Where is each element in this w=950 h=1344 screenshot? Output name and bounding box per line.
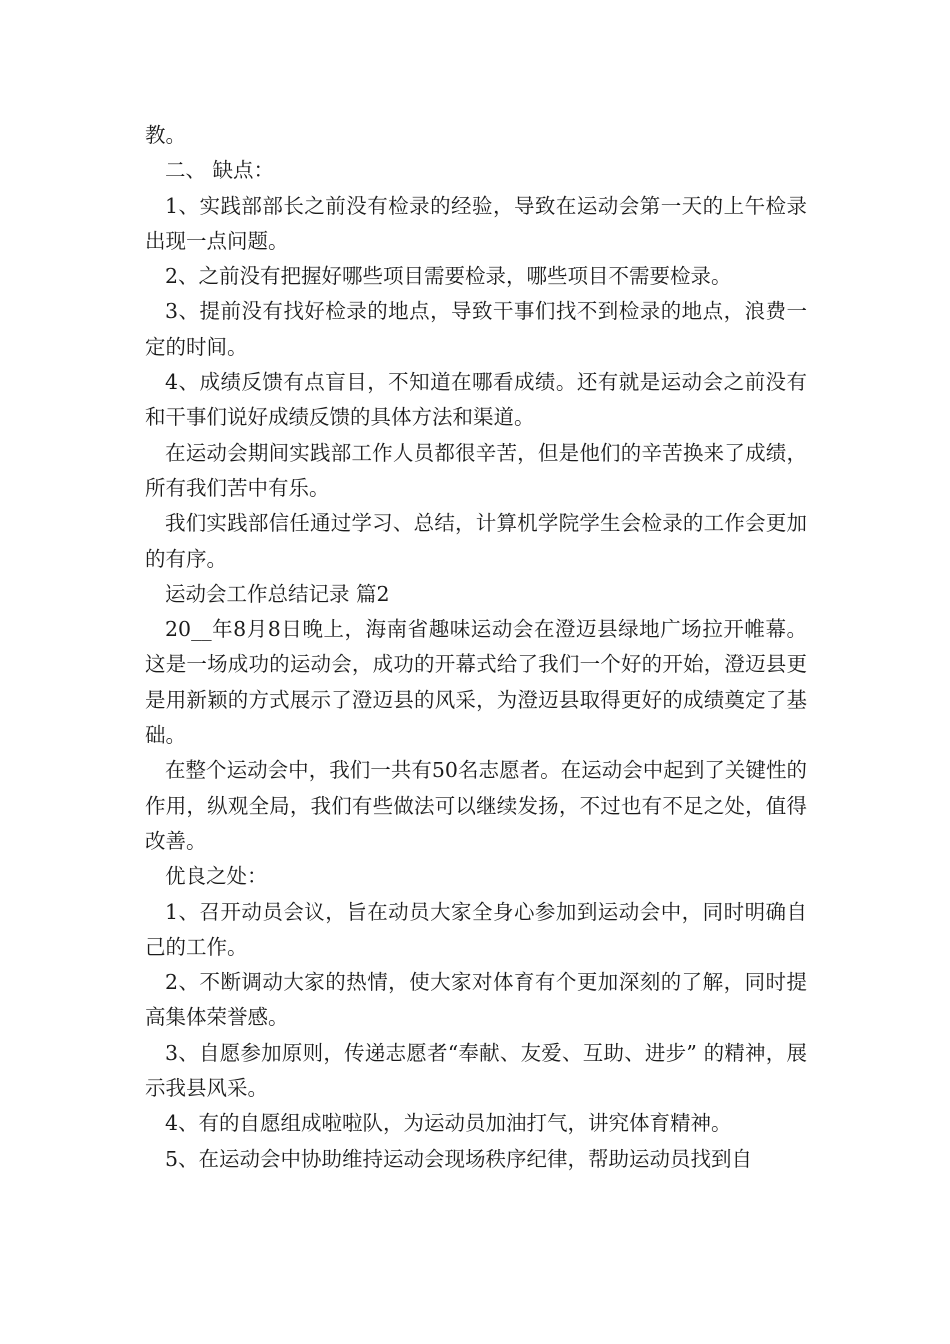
paragraph-continuation: 教。 — [145, 123, 186, 147]
list-item: 1、召开动员会议，旨在动员大家全身心参加到运动会中，同时明确自己的工作。 — [145, 899, 807, 959]
article-title: 运动会工作总结记录 篇2 — [165, 581, 390, 606]
paragraph: 我们实践部信任通过学习、总结，计算机学院学生会检录的工作会更加的有序。 — [145, 511, 807, 571]
paragraph: 20__年8月8日晚上，海南省趣味运动会在澄迈县绿地广场拉开帷幕。这是一场成功的运动会，成功的开幕式给了我们一个好的开始，澄迈县更是用新颖的方式展示了澄迈县的风采，为澄迈县取得更好的成绩奠定了基础。 — [145, 617, 807, 748]
document-body — [145, 118, 807, 1177]
list-item: 4、成绩反馈有点盲目，不知道在哪看成绩。还有就是运动会之前没有和干事们说好成绩反馈的具体方法和渠道。 — [145, 370, 807, 430]
list-item: 4、有的自愿组成啦啦队，为运动员加油打气，讲究体育精神。 — [165, 1111, 732, 1136]
list-item: 1、实践部部长之前没有检录的经验，导致在运动会第一天的上午检录出现一点问题。 — [145, 193, 807, 253]
list-item: 3、自愿参加原则，传递志愿者“奉献、友爱、互助、进步” 的精神，展示我县风采。 — [145, 1040, 807, 1101]
list-item: 5、在运动会中协助维持运动会现场秩序纪律，帮助运动员找到自 — [165, 1146, 753, 1171]
section-heading-shortcomings: 二、 缺点： — [165, 158, 275, 183]
list-item: 2、不断调动大家的热情，使大家对体育有个更加深刻的了解，同时提高集体荣誉感。 — [145, 970, 807, 1030]
section-heading-merits: 优良之处： — [165, 864, 268, 889]
paragraph: 在运动会期间实践部工作人员都很辛苦，但是他们的辛苦换来了成绩，所有我们苦中有乐。 — [145, 440, 807, 500]
paragraph: 在整个运动会中，我们一共有50名志愿者。在运动会中起到了关键性的作用，纵观全局，我们有些做法可以继续发扬，不过也有不足之处，值得改善。 — [145, 758, 807, 853]
list-item: 2、之前没有把握好哪些项目需要检录，哪些项目不需要检录。 — [165, 264, 732, 289]
list-item: 3、提前没有找好检录的地点，导致干事们找不到检录的地点，浪费一定的时间。 — [145, 299, 807, 359]
